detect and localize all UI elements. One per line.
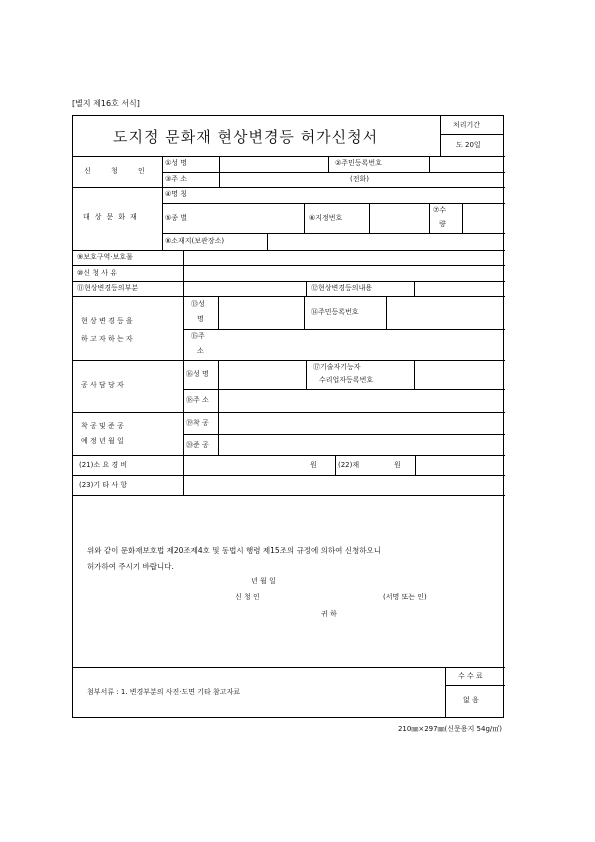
applicant-sign-label: 신 청 인 bbox=[235, 593, 260, 601]
change-part-label: ⑪현상변경등의부분 bbox=[77, 284, 139, 292]
sign-note: (서명 또는 인) bbox=[383, 593, 427, 601]
changer-name-label-2: 명 bbox=[197, 315, 204, 323]
statement-line-2: 허가하여 주시기 바랍니다. bbox=[87, 562, 174, 571]
applicant-phone-label: (전화) bbox=[350, 175, 369, 183]
protection-label: ⑨보호구역·보호물 bbox=[77, 253, 133, 261]
fee-label: 수 수 료 bbox=[458, 672, 483, 680]
fee-value: 없 음 bbox=[463, 696, 479, 704]
contractor-tech-label: ⑰기술자기능자 bbox=[313, 363, 361, 371]
paper-size-note: 210㎜×297㎜(신문용지 54g/㎡) bbox=[397, 725, 502, 733]
target-kind-label: ⑤종 별 bbox=[165, 214, 188, 222]
processing-value: 도 20일 bbox=[456, 141, 481, 149]
contractor-name-label: ⑯성 명 bbox=[186, 370, 209, 378]
cost-won-1: 원 bbox=[310, 461, 317, 469]
target-location-label: ⑧소재지(보관장소) bbox=[165, 237, 225, 245]
changer-label: 현 상 변 경 등 을 bbox=[81, 317, 133, 325]
target-quantity-label-2: 량 bbox=[439, 220, 446, 228]
schedule-start-label: ⑲착 공 bbox=[186, 419, 209, 427]
contractor-label: 공 사 담 당 자 bbox=[81, 381, 124, 389]
target-name-label: ④명 칭 bbox=[165, 190, 188, 198]
schedule-label: 착 공 및 준 공 bbox=[81, 422, 124, 430]
schedule-end-label: ⑳준 공 bbox=[186, 441, 209, 449]
applicant-rrn-label: ②주민등록번호 bbox=[335, 159, 382, 167]
contractor-address-label: ⑱주 소 bbox=[186, 396, 209, 404]
applicant-address-label: ③주 소 bbox=[165, 175, 188, 183]
cost-label: (21)소 요 경 비 bbox=[79, 461, 128, 469]
date-line: 년 월 일 bbox=[251, 577, 276, 585]
changer-address-label-2: 소 bbox=[197, 347, 204, 355]
recipient: 귀 하 bbox=[321, 610, 337, 618]
changer-rrn-label: ⑭주민등록번호 bbox=[311, 308, 359, 316]
applicant-name-label: ①성 명 bbox=[165, 159, 188, 167]
contractor-tech-label-2: 수리업자등록번호 bbox=[319, 376, 374, 384]
statement-line-1: 위와 같이 문화재보호법 제20조제4호 및 동법시 행령 제15조의 규정에 의하여 신청하오니 bbox=[87, 546, 382, 555]
schedule-label-2: 예 정 년 월 일 bbox=[81, 437, 124, 445]
changer-name-label: ⑬성 bbox=[191, 300, 205, 308]
page-title: 도지정 문화재 현상변경등 허가신청서 bbox=[113, 128, 379, 146]
target-quantity-label: ⑦수 bbox=[433, 206, 447, 214]
target-label: 대상문화재 bbox=[83, 213, 142, 221]
change-content-label: ⑫현상변경등의내용 bbox=[311, 284, 373, 292]
changer-address-label: ⑮주 bbox=[191, 332, 205, 340]
form-number: [별지 제16호 서식] bbox=[72, 99, 140, 108]
attachments: 첨부서류 : 1. 변경부분의 사진·도면 기타 참고자료 bbox=[87, 688, 241, 696]
processing-label: 처리기간 bbox=[453, 121, 481, 129]
application-form bbox=[72, 115, 504, 718]
target-designation-label: ⑥지정번호 bbox=[309, 214, 343, 222]
cost-won-2: 원 bbox=[394, 461, 401, 469]
material-label: (22)재 bbox=[338, 461, 360, 469]
changer-label-2: 하 고 자 하 는 자 bbox=[81, 335, 133, 343]
other-label: (23)기 타 사 항 bbox=[79, 481, 128, 489]
applicant-label: 신 청 인 bbox=[84, 167, 154, 175]
reason-label: ⑩신 청 사 유 bbox=[77, 269, 117, 277]
